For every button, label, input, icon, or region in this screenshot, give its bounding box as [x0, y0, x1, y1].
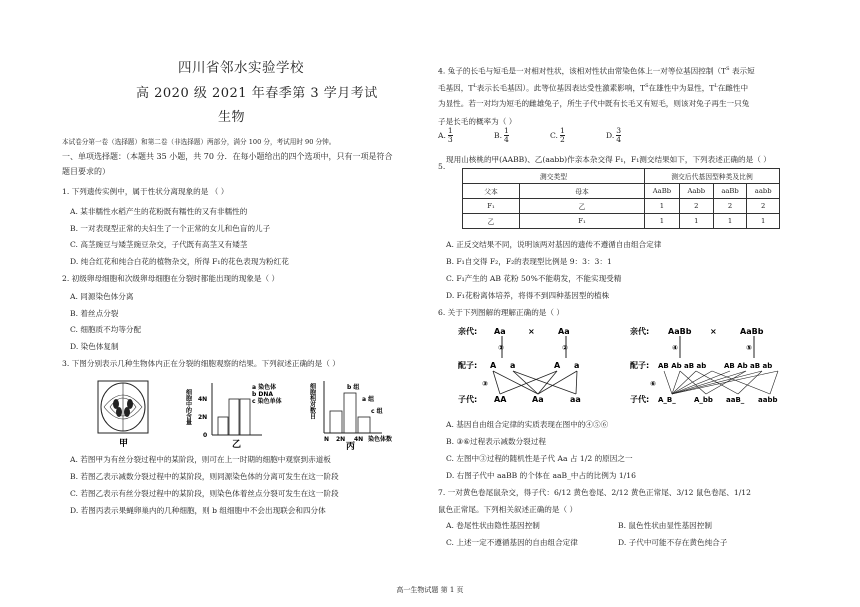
- bing-bar-b: [344, 393, 356, 433]
- svg-text:③: ③: [482, 380, 488, 388]
- yi-4n: 4N: [198, 396, 208, 403]
- yi-bar-b: [229, 399, 239, 435]
- table-row: [463, 169, 780, 184]
- q5-number: 5.: [438, 162, 446, 171]
- q6-option-d: D. 右图子代中 aaBB 的个体在 aaB_中占的比例为 1/16: [446, 471, 636, 480]
- q4-fraction: [448, 127, 453, 144]
- bing-ylabel: 细胞相对数目: [308, 383, 316, 419]
- svg-text:②: ②: [562, 344, 568, 352]
- yi-2n: 2N: [198, 414, 208, 421]
- svg-text:AB Ab aB ab: AB Ab aB ab: [724, 362, 773, 370]
- q4-option-letter: A.: [438, 131, 446, 140]
- svg-text:⑤: ⑤: [746, 344, 752, 352]
- svg-text:AaBb: AaBb: [668, 327, 692, 336]
- q4-numerator: 1: [447, 126, 453, 135]
- yi-0: 0: [203, 432, 208, 439]
- th-type: 测交类型: [463, 169, 645, 184]
- yi-bar-a: [218, 417, 228, 435]
- svg-text:⑥: ⑥: [650, 380, 656, 388]
- q4-option-letter: D.: [606, 131, 615, 140]
- svg-text:Aa: Aa: [558, 327, 570, 336]
- q4-option: [494, 127, 509, 144]
- label-jia: 甲: [119, 439, 129, 449]
- q4-denominator: 4: [616, 135, 622, 144]
- svg-text:×: ×: [528, 327, 535, 336]
- bing-x1: N: [324, 436, 330, 443]
- q5-option-c: C. F₁产生的 AB 花粉 50%不能萌发，不能实现受精: [446, 274, 622, 283]
- bing-bar-a: [330, 411, 342, 433]
- svg-text:A: A: [490, 361, 497, 370]
- zidai-label-right: 子代:: [630, 395, 650, 404]
- qindai-label-left: 亲代:: [458, 327, 478, 336]
- cell-jia-diagram: [98, 381, 148, 433]
- q4-denominator: 4: [504, 135, 509, 144]
- svg-text:AA: AA: [494, 395, 507, 404]
- q5-stem: 现用山核桃的甲(AABB)、乙(aabb)作亲本杂交得 F₁，F₁测交结果如下，下列表述正确的是（ ）: [446, 155, 771, 164]
- section-heading: 一、单项选择题：（本题共 35 小题，共 70 分．在每小题给出的四个选项中，只有一项是符合: [62, 152, 393, 161]
- q5-option-a: A. 正反交结果不同，说明该两对基因的遗传不遵循自由组合定律: [446, 240, 662, 249]
- q4-numerator: 1: [559, 126, 565, 135]
- svg-text:A_bb: A_bb: [694, 396, 713, 404]
- bing-xlabel: 染色体数: [368, 436, 393, 443]
- q3-stem: 3. 下图分别表示几种生物体内正在分裂的细胞观察的结果。下列叙述正确的是（ ）: [62, 359, 340, 368]
- svg-text:a: a: [574, 361, 580, 370]
- q4-numerator: 1: [504, 126, 509, 135]
- q4-line1: 4. 兔子的长毛与短毛是一对相对性状，该相对性状由常染色体上一对等位基因控制（$T^S$ 表示短: [438, 66, 755, 76]
- q4-numerator: 3: [616, 126, 622, 135]
- q2-option-a: A. 同源染色体分离: [70, 292, 134, 301]
- q5-option-b: B. F₁自交得 F₂，F₂的表现型比例是 9：3：3：1: [446, 257, 612, 266]
- bing-x3: 4N: [354, 436, 364, 443]
- q4-option-letter: C.: [550, 131, 558, 140]
- bing-b-label: b 组: [347, 384, 360, 391]
- peizi-label-left: 配子:: [458, 361, 478, 370]
- q2-option-b: B. 着丝点分裂: [70, 309, 119, 318]
- svg-text:A_B_: A_B_: [658, 396, 676, 404]
- q2-option-c: C. 细胞质不均等分配: [70, 325, 142, 334]
- q7-option-b: B. 鼠色性状由显性基因控制: [618, 521, 712, 530]
- svg-text:AaBb: AaBb: [740, 327, 764, 336]
- q7-stem: 7. 一对黄色卷尾鼠杂交，得子代：6/12 黄色卷尾、2/12 黄色正常尾、3/12 鼠色卷尾、1/12: [438, 488, 751, 497]
- school-name: 四川省邻水实验学校: [178, 60, 304, 76]
- bing-c-label: c 组: [371, 408, 383, 415]
- table-row: 乙 F₁ 1 1 1 1: [463, 214, 780, 229]
- q7-stem-cont: 鼠色正常尾。下列相关叙述正确的是（ ）: [438, 505, 578, 514]
- svg-text:Aa: Aa: [494, 327, 506, 336]
- qindai-label-right: 亲代:: [630, 327, 650, 336]
- q4-denominator: 2: [559, 135, 565, 144]
- q4-option: [606, 127, 621, 144]
- q7-option-a: A. 卷尾性状由隐性基因控制: [446, 521, 540, 530]
- table-row: F₁ 乙 1 2 2 2: [463, 199, 780, 214]
- peizi-label-right: 配子:: [630, 361, 650, 370]
- q6-option-a: A. 基因自由组合定律的实质表现在图中的④⑤⑥: [446, 420, 609, 429]
- svg-text:④: ④: [672, 344, 678, 352]
- bing-a-label: a 组: [362, 396, 375, 403]
- svg-text:A: A: [554, 361, 561, 370]
- legend-b: b DNA: [252, 391, 274, 398]
- q5-table: [462, 168, 780, 229]
- q4-option-letter: B.: [494, 131, 502, 140]
- q6-figure: [458, 322, 788, 408]
- q5-option-d: D. F₁花粉离体培养，将得不到四种基因型的植株: [446, 291, 610, 300]
- chart-bing: [309, 381, 393, 450]
- q1-option-a: A. 某非糯性水稻产生的花粉既有糯性的又有非糯性的: [70, 207, 248, 216]
- exam-title: 高 2020 级 2021 年春季第 3 学月考试: [136, 86, 378, 101]
- q4-denominator: 3: [447, 135, 453, 144]
- q7-option-c: C. 上述一定不遵循基因的自由组合定律: [446, 538, 578, 547]
- svg-text:a: a: [510, 361, 516, 370]
- yi-ylabel: 细胞中的含量: [184, 389, 192, 425]
- svg-text:Aa: Aa: [532, 395, 544, 404]
- q4-line4: 子是长毛的概率为（ ）: [438, 117, 517, 126]
- q4-fraction: [616, 127, 621, 144]
- yi-bar-c: [240, 399, 250, 435]
- q7-option-d: D. 子代中可能不存在黄色纯合子: [618, 538, 728, 547]
- q4-option: [438, 127, 453, 144]
- q4-fraction: [560, 127, 565, 144]
- q2-option-d: D. 染色体复制: [70, 342, 119, 351]
- q1-option-c: C. 高茎豌豆与矮茎豌豆杂交，子代既有高茎又有矮茎: [70, 240, 248, 249]
- th-ratio: 测交后代基因型种类及比例: [645, 169, 780, 184]
- q1-option-b: B. 一对表现型正常的夫妇生了一个正常的女儿和色盲的儿子: [70, 224, 271, 233]
- svg-text:aa: aa: [570, 395, 581, 404]
- zidai-label-left: 子代:: [458, 395, 478, 404]
- subject-title: 生物: [218, 110, 246, 125]
- q3-option-c: C. 若图乙表示有丝分裂过程中的某阶段，则染色体着丝点分裂可发生在这一阶段: [70, 489, 339, 498]
- label-bing: 丙: [346, 442, 356, 450]
- legend-a: a 染色体: [252, 384, 277, 391]
- table-row: 父本 母本 AaBb Aabb aaBb aabb: [463, 184, 780, 199]
- q1-stem: 1. 下列遗传实例中，属于性状分离现象的是 （ ）: [62, 187, 229, 196]
- q1-option-d: D. 纯合红花和纯合白花的植物杂交，所得 F₁的花色表现为粉红花: [70, 257, 289, 266]
- q6-option-c: C. 左图中③过程的随机性是子代 Aa 占 1/2 的原因之一: [446, 454, 633, 463]
- q4-option: [550, 127, 565, 144]
- instructions: 本试卷分第一卷（选择题）和第二卷（非选择题）两部分，满分 100 分，考试用时 90 分钟。: [62, 138, 336, 146]
- chart-yi: [185, 383, 282, 450]
- q3-option-a: A. 若图甲为有丝分裂过程中的某阶段，则可在上一时期的细胞中观察到赤道板: [70, 455, 331, 464]
- svg-text:aabb: aabb: [758, 396, 778, 404]
- q2-stem: 2. 初级卵母细胞和次级卵母细胞在分裂时都能出现的现象是（ ）: [62, 274, 280, 283]
- label-yi: 乙: [232, 440, 242, 450]
- q3-figure: [92, 377, 397, 450]
- q6-option-b: B. ③⑥过程表示减数分裂过程: [446, 437, 546, 446]
- section-heading-cont: 题目要求的）: [62, 167, 110, 176]
- q3-option-b: B. 若图乙表示减数分裂过程中的某阶段，则同源染色体的分离可发生在这一阶段: [70, 472, 339, 481]
- legend-c: c 染色单体: [252, 398, 282, 405]
- q6-stem: 6. 关于下列图解的理解正确的是（ ）: [438, 308, 564, 317]
- q4-line3: 为显性。若一对均为短毛的雌雄兔子，所生子代中既有长毛又有短毛，则该对兔子再生一只兔: [438, 99, 750, 108]
- bing-x2: 2N: [336, 436, 346, 443]
- page-footer: 高一生物试题 第 1 页: [396, 586, 464, 594]
- q4-fraction: [504, 127, 509, 144]
- svg-text:aaB_: aaB_: [726, 396, 745, 404]
- svg-text:AB Ab aB ab: AB Ab aB ab: [658, 362, 707, 370]
- bing-bar-c: [358, 417, 370, 433]
- svg-text:①: ①: [498, 344, 504, 352]
- q4-options: [438, 127, 688, 147]
- q3-option-d: D. 若图丙表示果蝇卵巢内的几种细胞，则 b 组细胞中不会出现联会和四分体: [70, 506, 326, 515]
- svg-text:×: ×: [710, 327, 717, 336]
- q4-line2: 毛基因，$T^L$表示长毛基因）。此等位基因表达受性激素影响，$T^S$在雄性中为显性，$T^L$在雌性中: [438, 83, 749, 93]
